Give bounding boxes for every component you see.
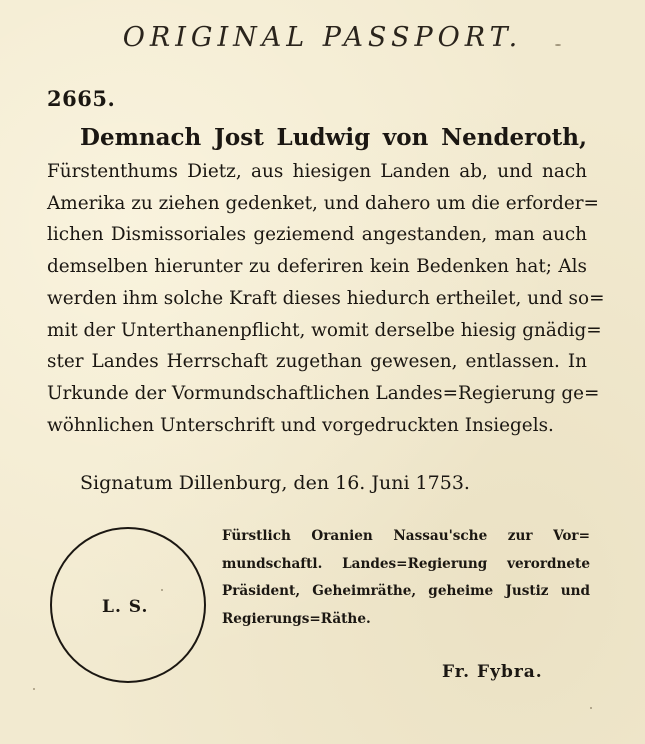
- signatum-line: Signatum Dillenburg, den 16. Juni 1753.: [80, 472, 470, 494]
- seal-label: L. S.: [102, 597, 149, 617]
- document-number: 2665.: [47, 86, 116, 111]
- authority-line: Präsident, Geheimräthe, geheime Justiz und: [222, 583, 590, 599]
- paper-speck: [33, 688, 35, 690]
- body-line: Amerika zu ziehen gedenket, und dahero um die erforder=: [47, 192, 599, 214]
- body-line: ster Landes Herrschaft zugethan gewesen, entlassen. In: [47, 351, 587, 373]
- paper-speck: [590, 707, 592, 709]
- authority-line: Fürstlich Oranien Nassau'sche zur Vor=: [222, 528, 590, 544]
- paper-speck: [555, 44, 561, 46]
- authority-line: mundschaftl. Landes=Regierung verordnete: [222, 555, 590, 572]
- body-line: wöhnlichen Unterschrift und vorgedruckten Insiegels.: [47, 414, 554, 436]
- authority-block: [222, 523, 590, 633]
- body-line: Fürstenthums Dietz, aus hiesigen Landen ab, und nach: [47, 161, 587, 182]
- paper-speck: [161, 589, 163, 591]
- body-line: mit der Unterthanenpflicht, womit derselbe hiesig gnädig=: [47, 319, 602, 341]
- signature: Fr. Fybra.: [442, 662, 543, 682]
- body-line: Urkunde der Vormundschaftlichen Landes=Regierung ge=: [47, 382, 600, 404]
- passport-body: [47, 120, 605, 441]
- body-line-opening: Demnach Jost Ludwig von Nenderoth,: [80, 124, 587, 151]
- body-line: demselben hierunter zu deferiren kein Bedenken hat; Als: [47, 256, 587, 278]
- document-heading: ORIGINAL PASSPORT.: [122, 22, 523, 53]
- authority-line: Regierungs=Räthe.: [222, 610, 371, 627]
- body-line: lichen Dismissoriales geziemend angestanden, man auch: [47, 224, 587, 246]
- body-line: werden ihm solche Kraft dieses hiedurch ertheilet, und so=: [47, 287, 605, 309]
